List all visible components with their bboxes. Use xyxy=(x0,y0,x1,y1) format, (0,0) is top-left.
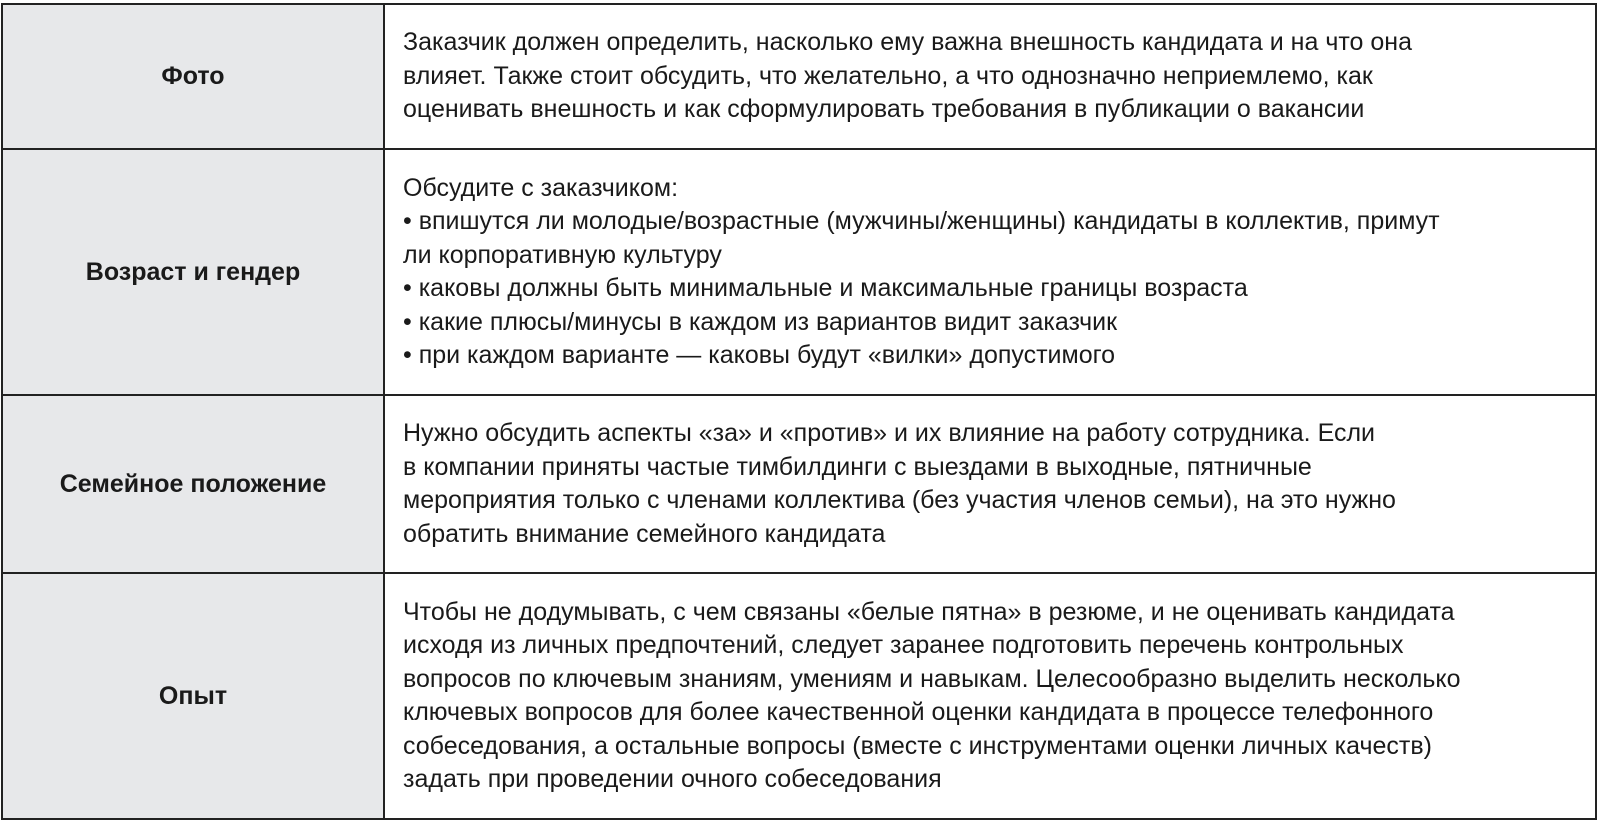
text-line: влияет. Также стоит обсудить, что желательно, а что однозначно неприемлемо, как xyxy=(403,61,1373,90)
row-label: Семейное положение xyxy=(1,396,385,572)
table-row xyxy=(1,150,1597,396)
text-line: мероприятия только с членами коллектива (без участия членов семьи), на это нужно xyxy=(403,486,1396,514)
text-line: в компании приняты частые тимбилдинги с выездами в выходные, пятничные xyxy=(403,452,1312,481)
row-label: Фото xyxy=(1,5,385,148)
row-description xyxy=(385,150,1597,394)
criteria-table xyxy=(1,3,1597,820)
row-description xyxy=(385,574,1597,818)
text-line: • при каждом варианте — каковы будут «вилки» допустимого xyxy=(403,341,1116,369)
table-row xyxy=(1,396,1597,574)
text-line: Заказчик должен определить, насколько ему важна внешность кандидата и на что она xyxy=(403,28,1412,57)
text-line: исходя из личных предпочтений, следует заранее подготовить перечень контрольных xyxy=(403,631,1404,659)
text-line: задать при проведении очного собеседования xyxy=(403,765,942,793)
text-line: Обсудите с заказчиком: xyxy=(403,173,679,202)
table-row xyxy=(1,5,1597,150)
text-line: оценивать внешность и как сформулировать требования в публикации о вакансии xyxy=(403,95,1365,124)
text-line: вопросов по ключевым знаниям, умениям и навыкам. Целесообразно выделить несколько xyxy=(403,664,1461,693)
text-line: ли корпоративную культуру xyxy=(403,240,722,269)
text-line: Нужно обсудить аспекты «за» и «против» и их влияние на работу сотрудника. Если xyxy=(403,419,1376,447)
text-line: • впишутся ли молодые/возрастные (мужчины/женщины) кандидаты в коллектив, примут xyxy=(403,207,1440,235)
row-label: Возраст и гендер xyxy=(1,150,385,394)
text-line: ключевых вопросов для более качественной оценки кандидата в процессе телефонного xyxy=(403,698,1434,726)
text-line: • какие плюсы/минусы в каждом из вариантов видит заказчик xyxy=(403,307,1118,336)
table-row xyxy=(1,574,1597,818)
text-line: • каковы должны быть минимальные и максимальные границы возраста xyxy=(403,274,1248,302)
row-description xyxy=(385,396,1597,572)
row-description xyxy=(385,5,1597,148)
text-line: Чтобы не додумывать, с чем связаны «белые пятна» в резюме, и не оценивать кандидата xyxy=(403,597,1455,626)
row-label: Опыт xyxy=(1,574,385,818)
text-line: обратить внимание семейного кандидата xyxy=(403,519,886,548)
text-line: собеседования, а остальные вопросы (вместе с инструментами оценки личных качеств) xyxy=(403,731,1432,760)
